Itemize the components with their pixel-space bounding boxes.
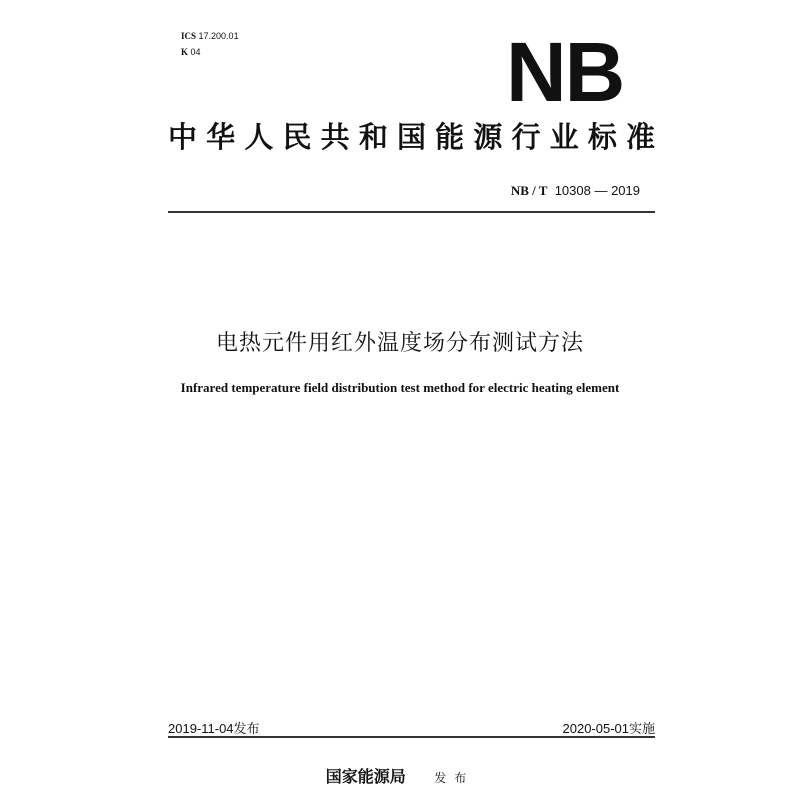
- ccs-code: [181, 44, 239, 60]
- ccs-label: K: [181, 47, 189, 57]
- ics-label: ICS: [181, 31, 197, 41]
- publish-action: 发布: [434, 771, 475, 785]
- classification-codes: [181, 28, 239, 60]
- issue-date: 2019-11-04发布: [168, 721, 260, 736]
- publisher-name: 国家能源局: [325, 769, 406, 786]
- standard-number: [511, 183, 640, 199]
- standard-number-value: 10308 — 2019: [554, 183, 640, 198]
- organization-title: 中华人民共和国能源行业标准: [168, 120, 655, 154]
- nb-logo: NB: [506, 25, 624, 119]
- publisher: [0, 764, 800, 787]
- ccs-value: 04: [190, 47, 201, 57]
- document-title-english: Infrared temperature field distribution test method for electric heating element: [180, 380, 620, 395]
- implement-date: 2020-05-01实施: [562, 721, 655, 736]
- document-title-chinese: 电热元件用红外温度场分布测试方法: [215, 330, 584, 355]
- header-divider: [168, 211, 655, 213]
- standard-prefix: NB / T: [510, 183, 548, 198]
- ics-value: 17.200.01: [198, 31, 239, 41]
- footer-divider: [168, 736, 655, 738]
- ics-code: [181, 28, 239, 44]
